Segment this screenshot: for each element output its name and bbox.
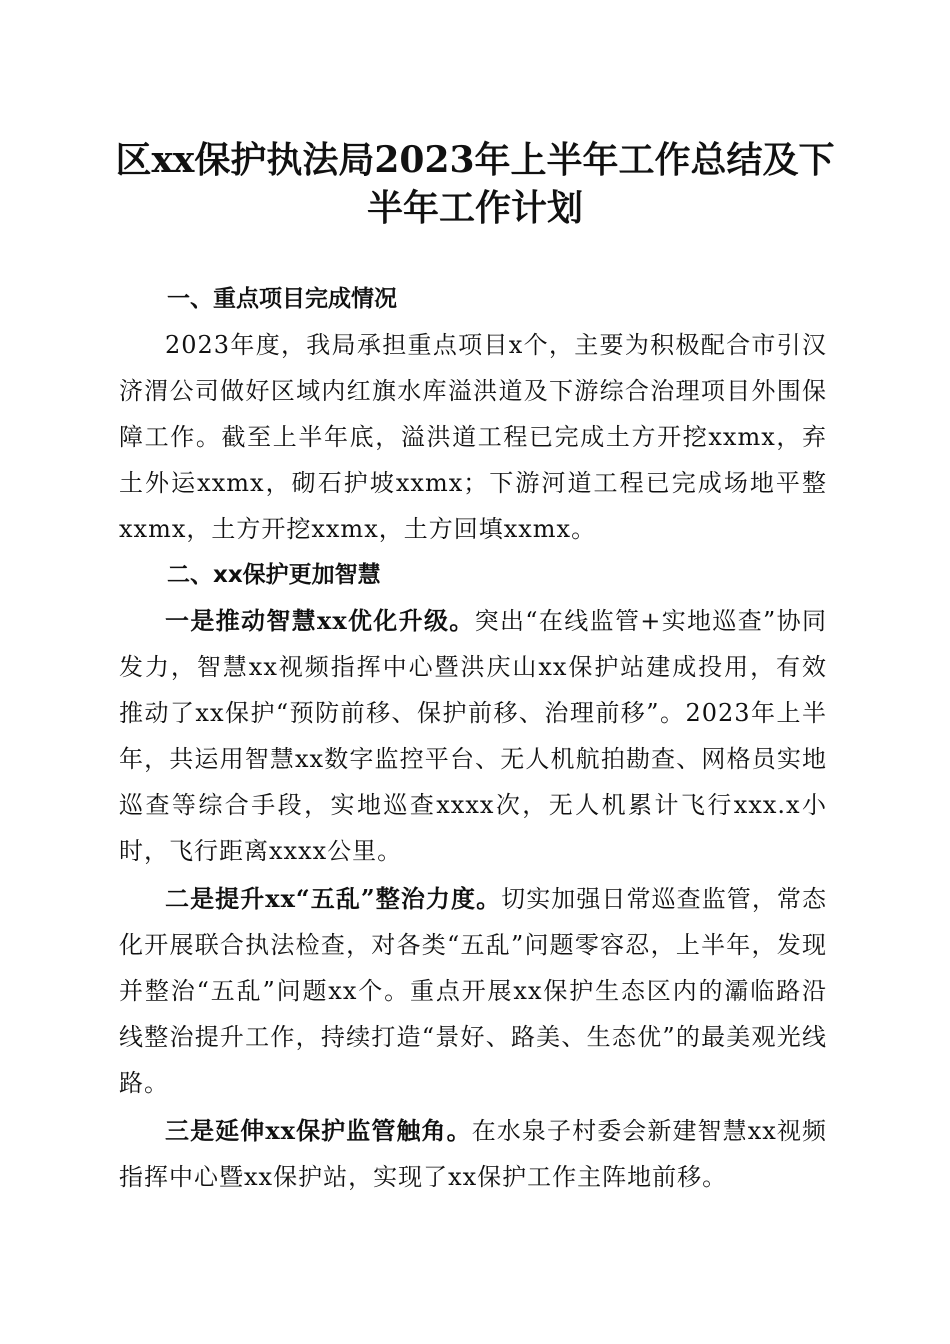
item-3-text: 在水泉子村委会新建智慧xx视频指挥中心暨xx保护站，实现了xx保护工作主阵地前移。 — [119, 1117, 827, 1191]
item-3-lead: 三是延伸xx保护监管触角。 — [165, 1116, 472, 1145]
section-2-item-2 — [119, 876, 827, 1106]
section-2-heading: 二、xx保护更加智慧 — [167, 562, 381, 588]
document-title — [100, 136, 850, 232]
item-1-text: 突出“在线监管+实地巡查”协同发力，智慧xx视频指挥中心暨洪庆山xx保护站建成投用，有效推动了xx保护“预防前移、保护前移、治理前移”。2023年上半年，共运用智慧xx数字监控平台、无人机航拍勘查、网格员实地巡查等综合手段，实地巡查xxxx次，无人机累计飞行xxx.x小时，飞行距离xxxx公里。 — [119, 607, 827, 865]
section-1-paragraph: 2023年度，我局承担重点项目x个，主要为积极配合市引汉济渭公司做好区域内红旗水库溢洪道及下游综合治理项目外围保障工作。截至上半年底，溢洪道工程已完成土方开挖xxmx，弃土外运xxmx，砌石护坡xxmx；下游河道工程已完成场地平整xxmx，土方开挖xxmx，土方回填xxmx。 — [119, 331, 827, 543]
section-2-item-1 — [119, 598, 827, 874]
section-2-item-3 — [119, 1108, 827, 1200]
title-line-2: 半年工作计划 — [366, 187, 583, 229]
title-line-1: 区xx保护执法局2023年上半年工作总结及下 — [115, 139, 835, 181]
item-1-lead: 一是推动智慧xx优化升级。 — [165, 606, 475, 635]
section-1-heading: 一、重点项目完成情况 — [167, 286, 397, 312]
item-2-lead: 二是提升xx“五乱”整治力度。 — [165, 884, 502, 913]
document-body — [119, 276, 827, 1200]
item-2-text: 切实加强日常巡查监管，常态化开展联合执法检查，对各类“五乱”问题零容忍，上半年，发现并整治“五乱”问题xx个。重点开展xx保护生态区内的灞临路沿线整治提升工作，持续打造“景好、路美、生态优”的最美观光线路。 — [119, 885, 828, 1097]
